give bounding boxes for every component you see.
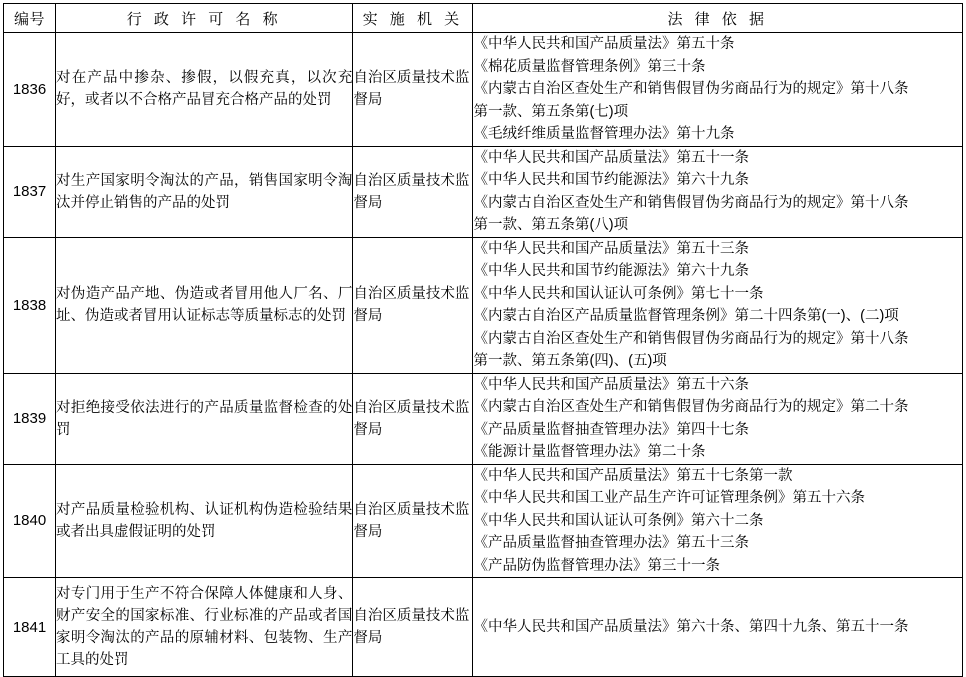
administrative-permit-table	[3, 3, 963, 677]
law-line: 第一款、第五条第(七)项	[473, 103, 629, 120]
document-page	[0, 3, 966, 668]
table-header-row	[4, 4, 963, 33]
header-org: 实 施 机 关	[353, 4, 473, 33]
law-line: 《内蒙古自治区查处生产和销售假冒伪劣商品行为的规定》第十八条	[473, 330, 909, 347]
table-row	[4, 146, 963, 237]
header-code: 编号	[4, 4, 56, 33]
row-law-basis	[473, 464, 963, 578]
law-line: 《中华人民共和国产品质量法》第五十七条第一款	[473, 467, 793, 484]
table-body	[4, 33, 963, 677]
row-permit-name: 对生产国家明令淘汰的产品，销售国家明令淘汰并停止销售的产品的处罚	[56, 146, 353, 237]
row-code: 1840	[4, 464, 56, 578]
law-line: 《中华人民共和国节约能源法》第六十九条	[473, 172, 749, 188]
table-row	[4, 464, 963, 578]
row-org: 自治区质量技术监督局	[353, 237, 473, 373]
row-law-basis	[473, 237, 963, 373]
law-line: 《产品质量监督抽查管理办法》第四十七条	[473, 421, 749, 438]
law-line: 《能源计量监督管理办法》第二十条	[473, 444, 706, 460]
law-line: 《中华人民共和国认证认可条例》第六十二条	[473, 512, 764, 529]
law-line: 《中华人民共和国产品质量法》第六十条、第四十九条、第五十一条	[473, 618, 909, 635]
row-org: 自治区质量技术监督局	[353, 33, 473, 147]
law-line: 《中华人民共和国产品质量法》第五十一条	[473, 149, 749, 166]
law-line: 《毛绒纤维质量监督管理办法》第十九条	[473, 126, 735, 142]
header-name: 行 政 许 可 名 称	[56, 4, 353, 33]
header-law: 法 律 依 据	[473, 4, 963, 33]
row-permit-name: 对专门用于生产不符合保障人体健康和人身、财产安全的国家标准、行业标准的产品或者国家明令淘汰的产品的原辅材料、包装物、生产工具的处罚	[56, 578, 353, 677]
law-line: 《棉花质量监督管理条例》第三十条	[473, 58, 706, 75]
table-row	[4, 578, 963, 677]
table-header	[4, 4, 963, 33]
row-permit-name: 对在产品中掺杂、掺假，以假充真，以次充好，或者以不合格产品冒充合格产品的处罚	[56, 33, 353, 147]
row-code: 1841	[4, 578, 56, 677]
law-line: 《中华人民共和国工业产品生产许可证管理条例》第五十六条	[473, 490, 865, 506]
law-line: 《产品质量监督抽查管理办法》第五十三条	[473, 535, 749, 551]
table-row	[4, 373, 963, 464]
row-code: 1836	[4, 33, 56, 147]
law-line: 《中华人民共和国产品质量法》第五十条	[473, 36, 735, 52]
row-law-basis	[473, 373, 963, 464]
table-row	[4, 237, 963, 373]
row-permit-name: 对伪造产品产地、伪造或者冒用他人厂名、厂址、伪造或者冒用认证标志等质量标志的处罚	[56, 237, 353, 373]
law-line: 第一款、第五条第(四)、(五)项	[473, 353, 667, 369]
law-line: 《中华人民共和国节约能源法》第六十九条	[473, 263, 749, 279]
row-code: 1837	[4, 146, 56, 237]
law-line: 《产品防伪监督管理办法》第三十一条	[473, 557, 720, 574]
row-law-basis	[473, 578, 963, 677]
row-org: 自治区质量技术监督局	[353, 464, 473, 578]
law-line: 《内蒙古自治区查处生产和销售假冒伪劣商品行为的规定》第二十条	[473, 399, 909, 415]
row-org: 自治区质量技术监督局	[353, 578, 473, 677]
row-org: 自治区质量技术监督局	[353, 373, 473, 464]
law-line: 《内蒙古自治区查处生产和销售假冒伪劣商品行为的规定》第十八条	[473, 81, 909, 97]
law-line: 《内蒙古自治区查处生产和销售假冒伪劣商品行为的规定》第十八条	[473, 194, 909, 211]
law-line: 第一款、第五条第(八)项	[473, 217, 629, 233]
row-law-basis	[473, 146, 963, 237]
row-permit-name: 对拒绝接受依法进行的产品质量监督检查的处罚	[56, 373, 353, 464]
law-line: 《内蒙古自治区产品质量监督管理条例》第二十四条第(一)、(二)项	[473, 308, 899, 324]
row-law-basis	[473, 33, 963, 147]
law-line: 《中华人民共和国认证认可条例》第七十一条	[473, 285, 764, 302]
row-code: 1838	[4, 237, 56, 373]
row-org: 自治区质量技术监督局	[353, 146, 473, 237]
row-code: 1839	[4, 373, 56, 464]
table-row	[4, 33, 963, 147]
law-line: 《中华人民共和国产品质量法》第五十六条	[473, 376, 749, 393]
law-line: 《中华人民共和国产品质量法》第五十三条	[473, 240, 749, 257]
row-permit-name: 对产品质量检验机构、认证机构伪造检验结果或者出具虚假证明的处罚	[56, 464, 353, 578]
